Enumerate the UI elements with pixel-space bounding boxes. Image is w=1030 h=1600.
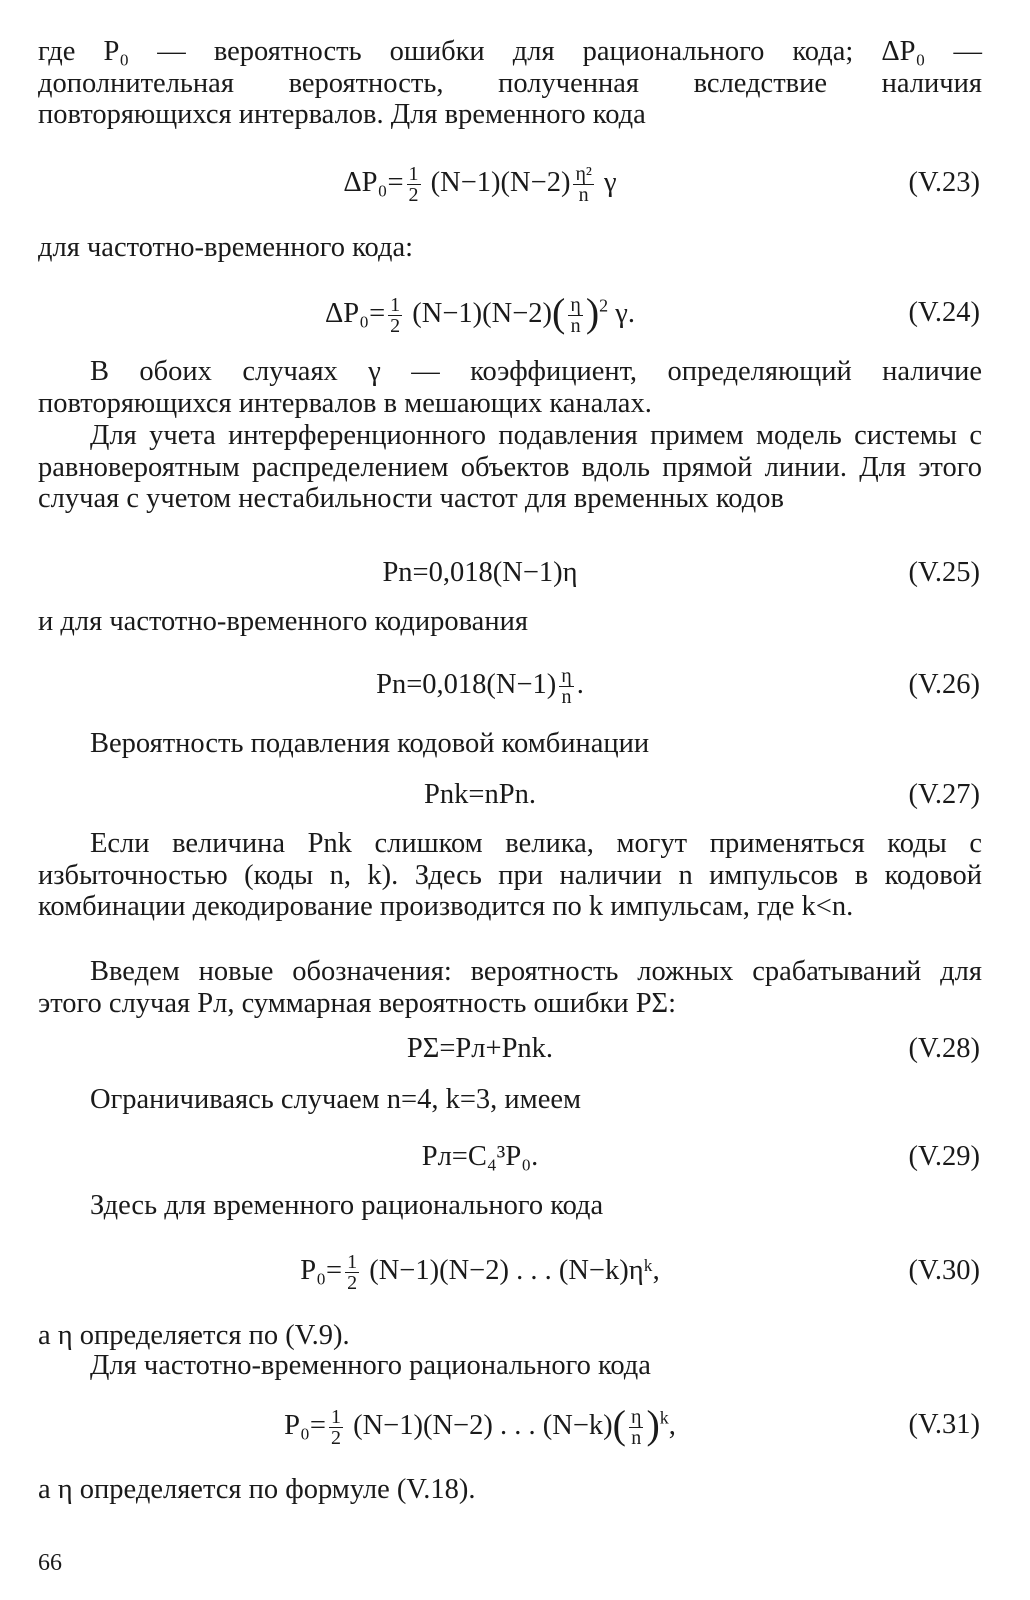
equation-v31: P₀= $\frac{1}{2}$ (N−1)(N−2) . . . (N−k)( $\frac{\eta}{n}$ )$^k$, (284, 1402, 676, 1449)
paragraph-9: Ограничиваясь случаем n=4, k=3, имеем (90, 1084, 582, 1115)
equation-number: (V.24) (908, 297, 980, 328)
equation-number: (V.29) (908, 1141, 980, 1172)
equation-v28: PΣ=Pл+Pnk. (406, 1033, 554, 1064)
fraction-eta-n: $\frac{\eta}{n}$ (570, 293, 581, 337)
paragraph-7: Если величина Pnk слишком велика, могут применяться коды с избыточностью (коды n, k). Здесь при наличии n импульсов в кодовой комбинации декодирование производится по k импульсам, где k<n. (38, 828, 982, 922)
paragraph-2: для частотно-временного кода: (38, 232, 414, 263)
equation-number: (V.26) (908, 669, 980, 700)
equation-number: (V.23) (908, 167, 980, 198)
paragraph-6: Вероятность подавления кодовой комбинации (90, 728, 650, 759)
equation-number: (V.30) (908, 1255, 980, 1286)
fraction-half: $\frac{1}{2}$ (408, 162, 419, 206)
fraction-half: $\frac{1}{2}$ (347, 1250, 358, 1294)
equation-v23: ΔP₀= $\frac{1}{2}$ (N−1)(N−2) $\frac{\text{η²}}{n}$ γ (343, 162, 617, 206)
paragraph-11: а η определяется по (V.9). (38, 1320, 350, 1351)
page-number: 66 (38, 1550, 62, 1576)
fraction-half: $\frac{1}{2}$ (330, 1405, 341, 1449)
paragraph-3: В обоих случаях γ — коэффициент, определяющий наличие повторяющихся интервалов в мешающих каналах. (38, 356, 982, 419)
equation-v27: Pnk=nPn. (424, 779, 536, 810)
equation-v25: Pn=0,018(N−1)η (382, 557, 578, 588)
equation-v29: Pл=C₄³P₀. (421, 1141, 539, 1172)
equation-number: (V.25) (908, 557, 980, 588)
equation-number: (V.31) (908, 1409, 980, 1440)
paragraph-1: где P₀ — вероятность ошибки для рационального кода; ΔP₀ — дополнительная вероятность, полученная вследствие наличия повторяющихся интервалов. Для временного кода (38, 36, 982, 130)
paragraph-10: Здесь для временного рационального кода (90, 1190, 604, 1221)
paragraph-8: Введем новые обозначения: вероятность ложных срабатываний для этого случая Pл, суммарная вероятность ошибки PΣ: (38, 956, 982, 1019)
paragraph-12: Для частотно-временного рационального кода (90, 1350, 651, 1381)
fraction-eta-n: $\frac{\eta}{n}$ (630, 1405, 642, 1449)
equation-number: (V.27) (908, 779, 980, 810)
equation-number: (V.28) (908, 1033, 980, 1064)
fraction-eta-n: $\frac{\text{η²}}{n}$ (575, 162, 592, 206)
paragraph-13: а η определяется по формуле (V.18). (38, 1474, 476, 1505)
equation-v24: ΔP₀= $\frac{1}{2}$ (N−1)(N−2)( $\frac{\eta}{n}$ )$^2$ γ. (324, 290, 636, 337)
equation-v30: P₀= $\frac{1}{2}$ (N−1)(N−2) . . . (N−k)ηᵏ, (300, 1250, 660, 1294)
fraction-eta-n: $\frac{\eta}{n}$ (561, 664, 572, 708)
paragraph-5: и для частотно-временного кодирования (38, 606, 528, 637)
paragraph-4: Для учета интерференционного подавления примем модель системы с равновероятным распределением объектов вдоль прямой линии. Для этого случая с учетом нестабильности частот для временных кодов (38, 420, 982, 514)
equation-v26: Pn=0,018(N−1) $\frac{\eta}{n}$ . (376, 664, 584, 708)
fraction-half: $\frac{1}{2}$ (390, 293, 401, 337)
